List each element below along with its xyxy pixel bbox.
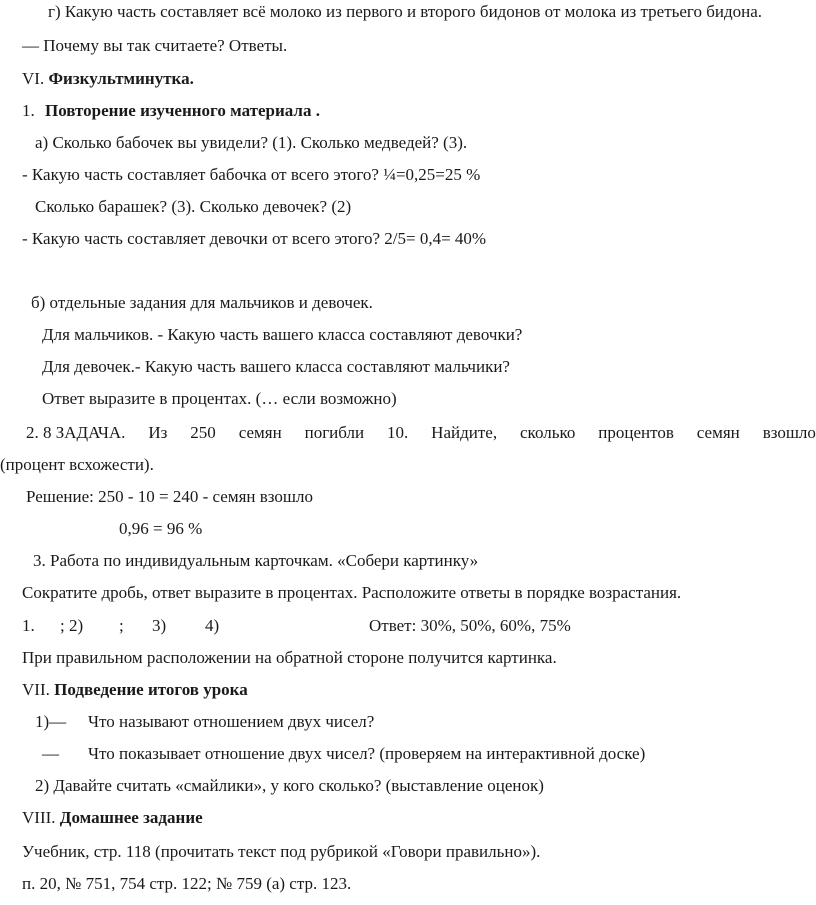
answer-percent-line: Ответ выразите в процентах. (… если возможно)	[42, 389, 397, 408]
section-title: Повторение изученного материала .	[45, 101, 320, 120]
question-text: Что называют отношением двух чисел?	[88, 712, 375, 731]
list-marker: —	[42, 744, 59, 763]
task-3-line: 3. Работа по индивидуальным карточкам. «Собери картинку»	[33, 551, 479, 570]
section-number: VII.	[22, 680, 50, 699]
task-8-word: семян	[238, 423, 282, 442]
answer-values: Ответ: 30%, 50%, 60%, 75%	[369, 616, 571, 635]
task-8-word: Найдите,	[431, 423, 498, 442]
section-number: 1.	[22, 101, 35, 120]
list-marker: 1)—	[35, 712, 67, 731]
butterfly-part-line: - Какую часть составляет бабочка от всего этого? ¼=0,25=25 %	[22, 165, 481, 184]
task-8-word: семян	[696, 423, 740, 442]
section-viii-heading	[22, 808, 203, 828]
task-8-line	[26, 423, 816, 443]
girls-part-line: - Какую часть составляет девочки от всего этого? 2/5= 0,4= 40%	[22, 229, 487, 248]
reduce-fraction-line: Сократите дробь, ответ выразите в процентах. Расположите ответы в порядке возрастания.	[22, 583, 682, 602]
section-number: VIII.	[22, 808, 56, 827]
result-line: 0,96 = 96 %	[119, 519, 203, 538]
for-boys-line: Для мальчиков. - Какую часть вашего класса составляют девочки?	[42, 325, 523, 344]
section-number: VI.	[22, 69, 45, 88]
homework-line: п. 20, № 751, 754 стр. 122; № 759 (а) стр. 123.	[22, 874, 352, 893]
task-8-word: погибли	[304, 423, 365, 442]
section-vii-heading	[22, 680, 248, 700]
task-8-word: процентов	[598, 423, 674, 442]
smileys-line: 2) Давайте считать «смайлики», у кого сколько? (выставление оценок)	[35, 776, 544, 795]
textbook-line: Учебник, стр. 118 (прочитать текст под рубрикой «Говори правильно»).	[22, 842, 541, 861]
picture-line: При правильном расположении на обратной стороне получится картинка.	[22, 648, 557, 667]
germination-line: (процент всхожести).	[0, 455, 154, 474]
for-girls-line: Для девочек.- Какую часть вашего класса составляют мальчики?	[42, 357, 510, 376]
section-title: Подведение итогов урока	[54, 680, 248, 699]
section-1-heading	[22, 101, 320, 121]
question-a-line: а) Сколько бабочек вы увидели? (1). Сколько медведей? (3).	[35, 133, 468, 152]
lambs-girls-line: Сколько барашек? (3). Сколько девочек? (2)	[35, 197, 352, 216]
task-8-word: 2. 8 ЗАДАЧА.	[26, 423, 126, 442]
item-sep: ;	[119, 616, 124, 635]
item-3: 3)	[152, 616, 167, 635]
solution-line: Решение: 250 - 10 = 240 - семян взошло	[26, 487, 313, 506]
task-8-word: 250	[190, 423, 216, 442]
task-g-line: г) Какую часть составляет всё молоко из первого и второго бидонов от молока из третьего бидона.	[48, 2, 763, 21]
task-b-line: б) отдельные задания для мальчиков и девочек.	[31, 293, 373, 312]
section-title: Домашнее задание	[59, 808, 203, 827]
task-8-word: сколько	[520, 423, 576, 442]
item-4: 4)	[205, 616, 220, 635]
section-title: Физкультминутка.	[48, 69, 194, 88]
item-1: 1.	[22, 616, 35, 635]
section-vi-heading	[22, 69, 194, 89]
question-text: Что показывает отношение двух чисел? (проверяем на интерактивной доске)	[88, 744, 646, 763]
task-8-word: взошло	[762, 423, 816, 442]
item-2: ; 2)	[60, 616, 84, 635]
question-why-line: — Почему вы так считаете? Ответы.	[22, 36, 288, 55]
task-8-word: 10.	[387, 423, 409, 442]
task-8-word: Из	[148, 423, 168, 442]
